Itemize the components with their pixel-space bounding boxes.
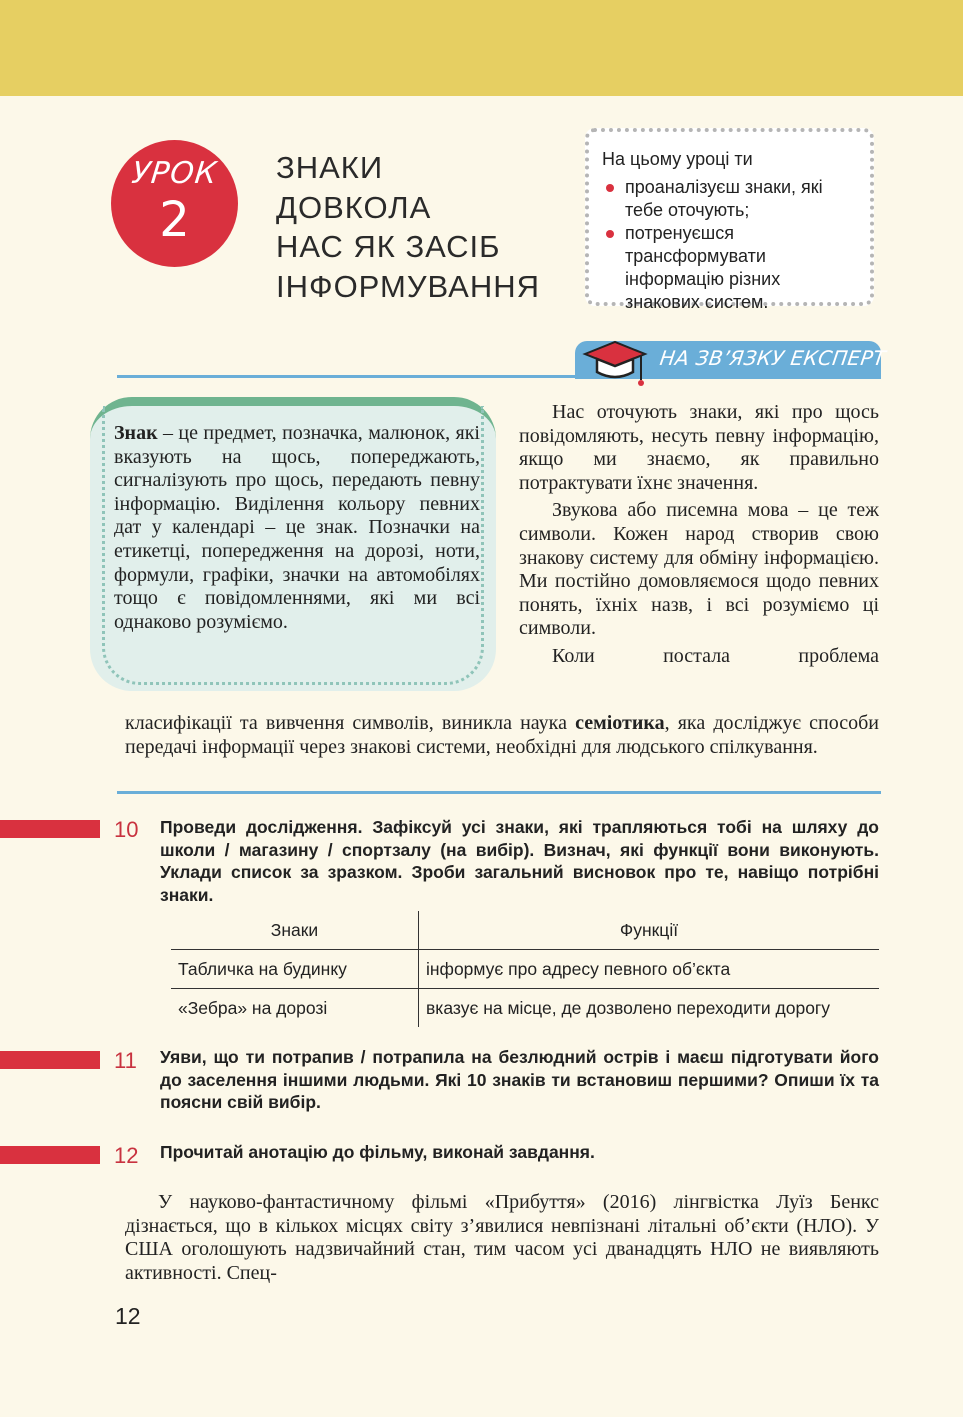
lesson-word: УРОК <box>130 156 219 191</box>
table-row <box>171 950 879 989</box>
table-cell: Табличка на будинку <box>171 950 419 989</box>
goal-item: проаналізуєш знаки, які тебе оточують; <box>602 176 856 222</box>
task-number: 12 <box>114 1143 139 1168</box>
paragraph-part: класифікації та вивчення символів, виникла наука <box>125 712 576 734</box>
title-line: ЗНАКИ <box>276 150 384 185</box>
graduation-cap-icon <box>581 338 651 396</box>
task-number: 10 <box>114 817 139 842</box>
paragraph: Звукова або писемна мова – це теж символи. Кожен народ створив свою знакову систему для обміну інформацією. Ми постійно домовляємося щодо певних понять, їхніх назв, і всі розуміємо ці символи. <box>519 499 879 640</box>
goal-item: потренуєшся трансформувати інформацію різних знакових систем. <box>602 222 856 314</box>
task-marker-bar <box>0 820 100 838</box>
goals-intro: На цьому уроці ти <box>602 149 753 169</box>
definition-text: – це предмет, позначка, малюнок, які вказують на щось, попереджають, сигналізують про щось, передають певну інформацію. Виділення кольору певних дат у календарі – це знак. Позначки на етикетці, попередження на дорозі, ноти, формули, графіки, значки на автомобілях тощо є повідомленнями, які ми всі однаково розуміємо. <box>114 422 480 633</box>
definition-term: Знак <box>114 422 158 444</box>
task-text: Проведи дослідження. Зафіксуй усі знаки, які трапляються тобі на шляху до школи / магазину / спортзалу (на вибір). Визнач, які функції вони виконують. Уклади список за зразком. Зроби загальний висновок про те, навіщо потрібні знаки. <box>160 817 879 905</box>
section-divider <box>117 791 881 794</box>
paragraph-start: Коли постала проблема <box>552 644 879 667</box>
lesson-goals-box <box>585 128 874 312</box>
goals-list <box>602 176 856 314</box>
task-marker-bar <box>0 1146 100 1164</box>
paragraph-part: , яка досліджує способи передачі інформації через знакові системи, необхідні для людського спілкування. <box>125 712 879 758</box>
page-number: 12 <box>115 1303 141 1329</box>
title-line: НАС ЯК ЗАСІБ <box>276 229 501 264</box>
title-line: ІНФОРМУВАННЯ <box>276 268 541 304</box>
table-header: Функції <box>419 911 880 950</box>
semiotics-term: семіотика <box>575 712 665 734</box>
table-header-row <box>171 911 879 950</box>
lesson-number: 2 <box>159 192 190 248</box>
intro-text-column <box>519 401 879 669</box>
paragraph: Нас оточують знаки, які про щось повідомляють, несуть певну інформацію, якщо ми знаємо, як правильно потрактувати їхнє значення. <box>519 401 879 494</box>
task-text: Уяви, що ти потрапив / потрапила на безлюдний острів і маєш підготувати його до заселення іншими людьми. Які 10 знаків ти встановиш першими? Опиши їх та поясни свій вибір. <box>160 1047 879 1113</box>
lesson-badge <box>111 140 238 267</box>
title-line: ДОВКОЛА <box>276 189 432 225</box>
table-cell: інформує про адресу певного об’єкта <box>419 950 880 989</box>
task-marker-bar <box>0 1051 100 1069</box>
table-cell: «Зебра» на дорозі <box>171 989 419 1028</box>
semiotics-paragraph <box>125 712 879 759</box>
top-color-band <box>0 0 963 96</box>
table-cell: вказує на місце, де дозволено переходити дорогу <box>419 989 880 1028</box>
task-text: Прочитай анотацію до фільму, виконай завдання. <box>160 1142 595 1162</box>
definition-box <box>90 397 496 691</box>
lesson-title <box>276 148 576 306</box>
task-number: 11 <box>114 1048 137 1073</box>
film-annotation: У науково-фантастичному фільмі «Прибуття» (2016) лінгвістка Луїз Бенкс дізнається, що в кількох місцях світу з’явилися невпізнані літальні об’єкти (НЛО). У США оголошують надзвичайний стан, тим часом усі дванадцять НЛО не виявляють активності. Спец- <box>125 1191 879 1284</box>
signs-table <box>171 911 879 1027</box>
table-row <box>171 989 879 1028</box>
table-header: Знаки <box>171 911 419 950</box>
expert-label: НА ЗВ’ЯЗКУ ЕКСПЕРТ <box>658 346 888 370</box>
